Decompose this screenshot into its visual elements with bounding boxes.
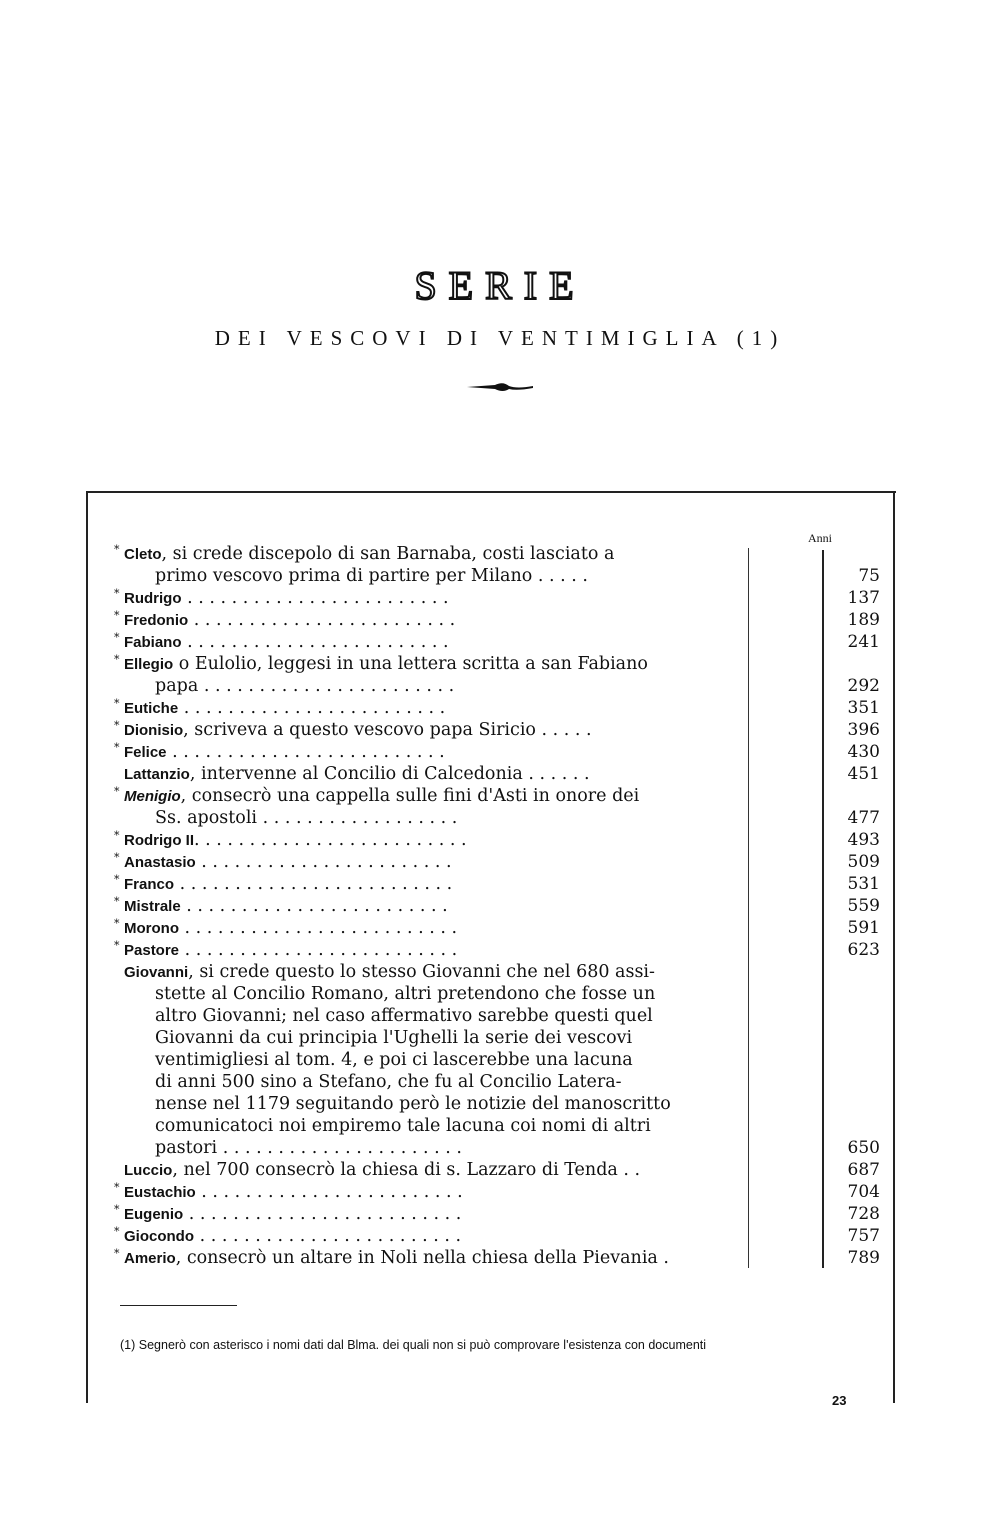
- entry-text: , consecrò un altare in Noli nella chiesa della Pievania .: [175, 1248, 669, 1268]
- entry-text: papa . . . . . . . . . . . . . . . . . . . . . . .: [155, 676, 455, 696]
- entry-year: 650: [847, 1138, 880, 1158]
- bishop-name: Rodrigo II: [124, 832, 194, 849]
- list-item: [100, 917, 890, 939]
- entry-text: . . . . . . . . . . . . . . . . . . . . . . . . .: [194, 830, 467, 850]
- entry-continuation-line: [100, 1137, 740, 1159]
- entry-year: 137: [847, 588, 880, 608]
- entry-year: 292: [847, 676, 880, 696]
- entry-year: 591: [847, 918, 880, 938]
- entry-text: nense nel 1179 seguitando però le notizie del manoscritto: [155, 1094, 671, 1114]
- bishop-name: Fabiano: [124, 634, 182, 651]
- entry-text: , si crede discepolo di san Barnaba, costi lasciato a: [161, 544, 615, 564]
- frame-top-rule: [86, 491, 896, 493]
- entry-text: altro Giovanni; nel caso affermativo sarebbe questi quel: [155, 1006, 653, 1026]
- bishop-name: Anastasio: [124, 854, 196, 871]
- asterisk-mark: *: [114, 895, 120, 908]
- entry-continuation-line: [100, 1115, 740, 1137]
- entry-first-line: [100, 631, 740, 653]
- entry-year: 623: [847, 940, 880, 960]
- entry-text: ventimigliesi al tom. 4, e poi ci lascerebbe una lacuna: [155, 1050, 633, 1070]
- footnote-rule: [120, 1305, 237, 1306]
- entry-text: . . . . . . . . . . . . . . . . . . . . . . . .: [195, 1182, 463, 1202]
- page-title: SERIE: [414, 263, 586, 308]
- bishop-name: Cleto: [124, 546, 162, 563]
- entry-first-line: [100, 851, 740, 873]
- entry-continuation-line: [100, 675, 740, 697]
- list-item: [100, 587, 890, 609]
- entry-continuation-line: [100, 983, 740, 1005]
- list-item: [100, 1181, 890, 1203]
- entry-text: . . . . . . . . . . . . . . . . . . . . . . . .: [181, 588, 449, 608]
- entry-first-line: [100, 543, 740, 565]
- entry-first-line: [100, 829, 740, 851]
- list-item: [100, 609, 890, 631]
- entry-first-line: [100, 719, 740, 741]
- entry-continuation-line: [100, 1049, 740, 1071]
- list-item: [100, 895, 890, 917]
- entry-first-line: [100, 587, 740, 609]
- bishop-name: Lattanzio: [124, 766, 190, 783]
- entry-first-line: [100, 763, 740, 785]
- frame-left-rule: [86, 491, 88, 1403]
- asterisk-mark: *: [114, 741, 120, 754]
- bishop-name: Dionisio: [124, 722, 184, 739]
- entry-text: . . . . . . . . . . . . . . . . . . . . . . . . .: [166, 742, 445, 762]
- anni-column-header: Anni: [808, 531, 832, 545]
- list-item: [100, 961, 890, 1159]
- entry-year: 687: [847, 1160, 880, 1180]
- entry-first-line: [100, 961, 740, 983]
- entry-continuation-line: [100, 565, 740, 587]
- entry-text: , nel 700 consecrò la chiesa di s. Lazzaro di Tenda . .: [172, 1160, 641, 1180]
- entry-first-line: [100, 917, 740, 939]
- bishop-name: Eustachio: [124, 1184, 196, 1201]
- entry-text: comunicatoci noi empiremo tale lacuna coi nomi di altri: [155, 1116, 651, 1136]
- entry-year: 509: [847, 852, 880, 872]
- entry-text: . . . . . . . . . . . . . . . . . . . . . . . . .: [179, 940, 458, 960]
- asterisk-mark: *: [114, 631, 120, 644]
- entry-first-line: [100, 1225, 740, 1247]
- bishop-name: Luccio: [124, 1162, 173, 1179]
- entry-text: . . . . . . . . . . . . . . . . . . . . . . .: [195, 852, 452, 872]
- list-item: [100, 829, 890, 851]
- asterisk-mark: *: [114, 653, 120, 666]
- bishop-name: Pastore: [124, 942, 180, 959]
- bishop-name: Amerio: [124, 1250, 176, 1267]
- entry-year: 451: [847, 764, 880, 784]
- entry-first-line: [100, 939, 740, 961]
- entry-first-line: [100, 1247, 740, 1269]
- entry-year: 189: [847, 610, 880, 630]
- entry-first-line: [100, 873, 740, 895]
- list-item: [100, 851, 890, 873]
- list-item: [100, 697, 890, 719]
- asterisk-mark: *: [114, 1203, 120, 1216]
- bishop-name: Mistrale: [124, 898, 181, 915]
- ornament-divider: [465, 380, 535, 394]
- entry-first-line: [100, 653, 740, 675]
- entry-year: 396: [847, 720, 880, 740]
- asterisk-mark: *: [114, 829, 120, 842]
- entry-text: . . . . . . . . . . . . . . . . . . . . . . . . .: [178, 918, 458, 938]
- entry-text: Ss. apostoli . . . . . . . . . . . . . . . . . .: [155, 808, 458, 828]
- bishop-name: Morono: [124, 920, 179, 937]
- bishop-name: Menigio: [124, 788, 181, 805]
- list-item: [100, 653, 890, 697]
- entry-continuation-line: [100, 807, 740, 829]
- entry-text: . . . . . . . . . . . . . . . . . . . . . . . .: [188, 610, 456, 630]
- entry-year: 351: [847, 698, 880, 718]
- list-item: [100, 631, 890, 653]
- bishop-name: Giocondo: [124, 1228, 194, 1245]
- list-item: [100, 939, 890, 961]
- bishop-name: Ellegio: [124, 656, 174, 673]
- bishop-name: Fredonio: [124, 612, 189, 629]
- asterisk-mark: *: [114, 697, 120, 710]
- entry-continuation-line: [100, 1093, 740, 1115]
- entry-text: di anni 500 sino a Stefano, che fu al Concilio Latera-: [155, 1072, 622, 1092]
- entry-text: stette al Concilio Romano, altri pretendono che fosse un: [155, 984, 656, 1004]
- list-item: [100, 1225, 890, 1247]
- list-item: [100, 785, 890, 829]
- entry-year: 728: [847, 1204, 880, 1224]
- entry-text: o Eulolio, leggesi in una lettera scritta a san Fabiano: [173, 654, 648, 674]
- bishop-name: Giovanni: [124, 964, 189, 981]
- entry-first-line: [100, 609, 740, 631]
- page-subtitle: DEI VESCOVI DI VENTIMIGLIA (1): [214, 326, 786, 350]
- entry-year: 789: [847, 1248, 880, 1268]
- list-item: [100, 1203, 890, 1225]
- entry-text: Giovanni da cui principia l'Ughelli la serie dei vescovi: [155, 1028, 633, 1048]
- entry-first-line: [100, 895, 740, 917]
- entry-text: . . . . . . . . . . . . . . . . . . . . . . . .: [194, 1226, 462, 1246]
- bishop-name: Eugenio: [124, 1206, 184, 1223]
- bishop-name: Franco: [124, 876, 175, 893]
- entry-continuation-line: [100, 1071, 740, 1093]
- asterisk-mark: *: [114, 719, 120, 732]
- entry-text: pastori . . . . . . . . . . . . . . . . . . . . . .: [155, 1138, 462, 1158]
- entry-text: . . . . . . . . . . . . . . . . . . . . . . . .: [180, 896, 448, 916]
- entry-continuation-line: [100, 1005, 740, 1027]
- list-item: [100, 741, 890, 763]
- entry-year: 430: [847, 742, 880, 762]
- entry-year: 531: [847, 874, 880, 894]
- entry-text: . . . . . . . . . . . . . . . . . . . . . . . .: [181, 632, 449, 652]
- page-number: 23: [832, 1393, 847, 1408]
- entry-first-line: [100, 1181, 740, 1203]
- asterisk-mark: *: [114, 851, 120, 864]
- list-item: [100, 719, 890, 741]
- asterisk-mark: *: [114, 543, 120, 556]
- entry-year: 241: [847, 632, 880, 652]
- bishop-name: Eutiche: [124, 700, 179, 717]
- asterisk-mark: *: [114, 1247, 120, 1260]
- entry-text: , consecrò una cappella sulle fini d'Asti in onore dei: [180, 786, 640, 806]
- entry-continuation-line: [100, 1027, 740, 1049]
- bishop-list: [100, 543, 890, 1269]
- asterisk-mark: *: [114, 785, 120, 798]
- list-item: [100, 1159, 890, 1181]
- entry-year: 477: [847, 808, 880, 828]
- asterisk-mark: *: [114, 609, 120, 622]
- asterisk-mark: *: [114, 587, 120, 600]
- list-item: [100, 543, 890, 587]
- entry-text: . . . . . . . . . . . . . . . . . . . . . . . . .: [174, 874, 453, 894]
- asterisk-mark: *: [114, 917, 120, 930]
- entry-text: , scriveva a questo vescovo papa Siricio . . . . .: [183, 720, 592, 740]
- entry-first-line: [100, 1159, 740, 1181]
- list-item: [100, 1247, 890, 1269]
- list-item: [100, 763, 890, 785]
- frame-right-rule: [893, 491, 895, 1403]
- asterisk-mark: *: [114, 873, 120, 886]
- footnote: (1) Segnerò con asterisco i nomi dati dal Blma. dei quali non si può comprovare l'esistenza con documenti: [120, 1338, 707, 1352]
- bishop-name: Felice: [124, 744, 167, 761]
- entry-year: 493: [847, 830, 880, 850]
- entry-text: . . . . . . . . . . . . . . . . . . . . . . . .: [178, 698, 446, 718]
- asterisk-mark: *: [114, 1181, 120, 1194]
- entry-text: . . . . . . . . . . . . . . . . . . . . . . . . .: [183, 1204, 462, 1224]
- entry-year: 75: [858, 566, 880, 586]
- entry-first-line: [100, 697, 740, 719]
- asterisk-mark: *: [114, 939, 120, 952]
- entry-text: primo vescovo prima di partire per Milano . . . . .: [155, 566, 588, 586]
- entry-year: 704: [847, 1182, 880, 1202]
- entry-text: , intervenne al Concilio di Calcedonia . . . . . .: [189, 764, 590, 784]
- asterisk-mark: *: [114, 1225, 120, 1238]
- entry-first-line: [100, 785, 740, 807]
- entry-year: 757: [847, 1226, 880, 1246]
- entry-first-line: [100, 1203, 740, 1225]
- entry-year: 559: [847, 896, 880, 916]
- bishop-name: Rudrigo: [124, 590, 182, 607]
- entry-text: , si crede questo lo stesso Giovanni che nel 680 assi-: [188, 962, 655, 982]
- list-item: [100, 873, 890, 895]
- entry-first-line: [100, 741, 740, 763]
